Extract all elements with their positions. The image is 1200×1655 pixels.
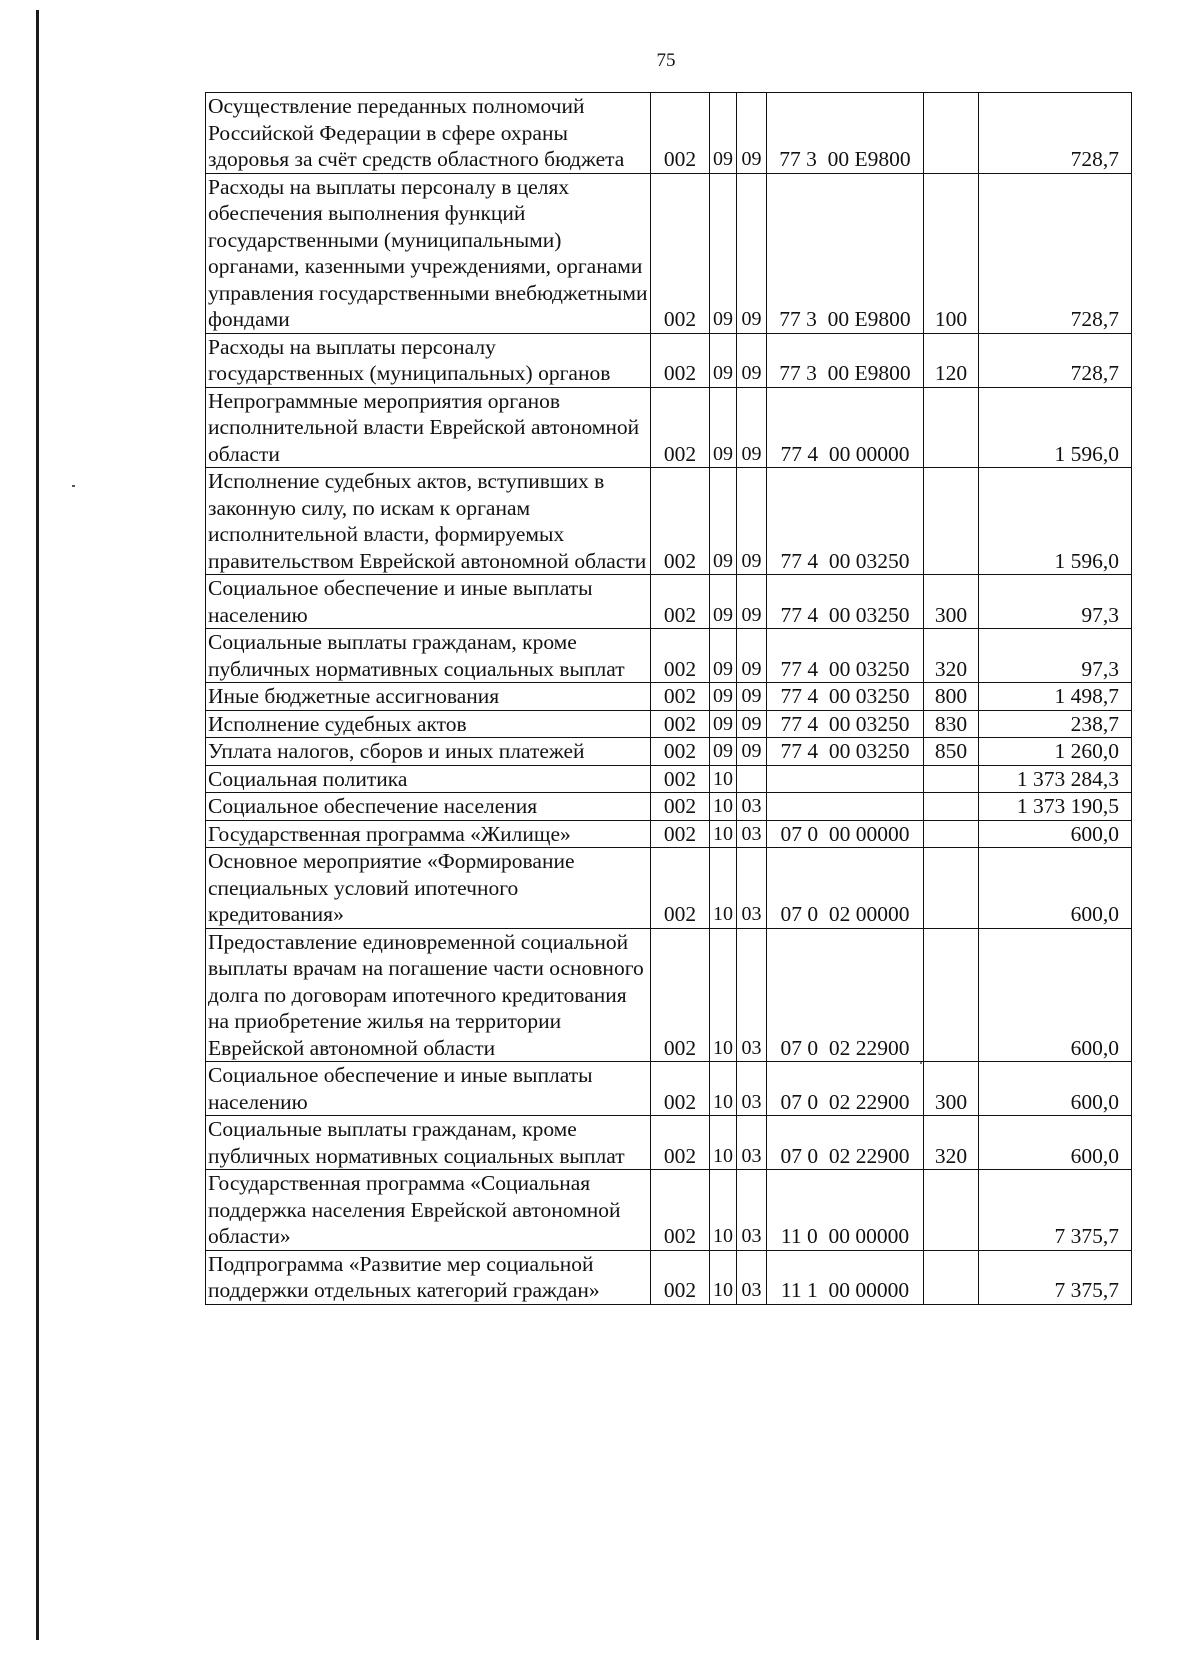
row-name: Уплата налогов, сборов и иных платежей (206, 738, 651, 766)
budget-table-body (206, 93, 1132, 1305)
subsection-code: 09 (737, 387, 767, 468)
ministry-code: 002 (651, 333, 710, 387)
table-row (206, 333, 1132, 387)
target-article-code (767, 765, 924, 793)
expense-type-code (924, 793, 979, 821)
expense-type-code: 320 (924, 629, 979, 683)
target-article-code: 07 0 02 22900 (767, 928, 924, 1062)
subsection-code: 09 (737, 173, 767, 333)
ministry-code: 002 (651, 683, 710, 711)
section-code: 10 (710, 1250, 737, 1304)
table-row (206, 93, 1132, 174)
target-article-code: 07 0 00 00000 (767, 820, 924, 848)
table-row (206, 848, 1132, 929)
section-code: 10 (710, 820, 737, 848)
expense-type-code: 800 (924, 683, 979, 711)
row-name: Предоставление единовременной социальной выплаты врачам на погашение части основного долга по договорам ипотечного кредитования на приобретение жилья на территории Еврейской автономной области (206, 928, 651, 1062)
row-name: Подпрограмма «Развитие мер социальной поддержки отдельных категорий граждан» (206, 1250, 651, 1304)
section-code: 10 (710, 793, 737, 821)
table-row (206, 173, 1132, 333)
subsection-code: 09 (737, 468, 767, 575)
ministry-code: 002 (651, 468, 710, 575)
row-name: Государственная программа «Социальная поддержка населения Еврейской автономной области» (206, 1170, 651, 1251)
subsection-code: 03 (737, 820, 767, 848)
expense-type-code: 320 (924, 1116, 979, 1170)
expense-type-code (924, 820, 979, 848)
binding-edge-line (36, 10, 39, 1640)
section-code: 09 (710, 387, 737, 468)
amount: 1 373 284,3 (979, 765, 1132, 793)
table-row (206, 710, 1132, 738)
subsection-code: 09 (737, 575, 767, 629)
amount: 1 596,0 (979, 468, 1132, 575)
ministry-code: 002 (651, 793, 710, 821)
expense-type-code: 100 (924, 173, 979, 333)
scan-speck (72, 485, 75, 487)
section-code: 10 (710, 1062, 737, 1116)
amount: 1 260,0 (979, 738, 1132, 766)
ministry-code: 002 (651, 1062, 710, 1116)
amount: 600,0 (979, 928, 1132, 1062)
target-article-code: 07 0 02 22900 (767, 1116, 924, 1170)
ministry-code: 002 (651, 710, 710, 738)
target-article-code: 11 1 00 00000 (767, 1250, 924, 1304)
expense-type-code (924, 93, 979, 174)
row-name: Социальное обеспечение и иные выплаты населению (206, 575, 651, 629)
amount: 97,3 (979, 629, 1132, 683)
target-article-code: 77 3 00 E9800 (767, 93, 924, 174)
ministry-code: 002 (651, 1116, 710, 1170)
row-name: Государственная программа «Жилище» (206, 820, 651, 848)
section-code: 09 (710, 710, 737, 738)
subsection-code: 09 (737, 710, 767, 738)
amount: 1 596,0 (979, 387, 1132, 468)
row-name: Социальное обеспечение и иные выплаты населению (206, 1062, 651, 1116)
row-name: Социальные выплаты гражданам, кроме публичных нормативных социальных выплат (206, 629, 651, 683)
ministry-code: 002 (651, 387, 710, 468)
target-article-code: 77 4 00 03250 (767, 575, 924, 629)
expense-type-code: 120 (924, 333, 979, 387)
subsection-code: 03 (737, 1116, 767, 1170)
target-article-code: 77 4 00 03250 (767, 629, 924, 683)
amount: 728,7 (979, 333, 1132, 387)
target-article-code: 77 4 00 03250 (767, 710, 924, 738)
table-row (206, 765, 1132, 793)
target-article-code: 07 0 02 22900 (767, 1062, 924, 1116)
section-code: 09 (710, 93, 737, 174)
row-name: Расходы на выплаты персоналу государственных (муниципальных) органов (206, 333, 651, 387)
amount: 7 375,7 (979, 1250, 1132, 1304)
row-name: Расходы на выплаты персоналу в целях обеспечения выполнения функций государственными (муниципальными) органами, казенными учреждениями, органами управления государственными внебюджетными фондами (206, 173, 651, 333)
amount: 600,0 (979, 1062, 1132, 1116)
expense-type-code (924, 387, 979, 468)
section-code: 09 (710, 738, 737, 766)
ministry-code: 002 (651, 575, 710, 629)
expense-type-code (924, 928, 979, 1062)
section-code: 09 (710, 333, 737, 387)
amount: 728,7 (979, 173, 1132, 333)
table-row (206, 1116, 1132, 1170)
page-number: 75 (656, 50, 676, 71)
target-article-code: 77 3 00 E9800 (767, 333, 924, 387)
section-code: 10 (710, 765, 737, 793)
row-name: Социальная политика (206, 765, 651, 793)
table-row (206, 575, 1132, 629)
ministry-code: 002 (651, 629, 710, 683)
row-name: Социальное обеспечение населения (206, 793, 651, 821)
target-article-code: 77 3 00 E9800 (767, 173, 924, 333)
row-name: Исполнение судебных актов, вступивших в законную силу, по искам к органам исполнительной власти, формируемых правительством Еврейской автономной области (206, 468, 651, 575)
ministry-code: 002 (651, 173, 710, 333)
ministry-code: 002 (651, 93, 710, 174)
section-code: 10 (710, 1170, 737, 1251)
subsection-code: 09 (737, 683, 767, 711)
budget-table (205, 92, 1132, 1305)
ministry-code: 002 (651, 848, 710, 929)
ministry-code: 002 (651, 1250, 710, 1304)
subsection-code: 03 (737, 793, 767, 821)
target-article-code (767, 793, 924, 821)
section-code: 09 (710, 468, 737, 575)
amount: 600,0 (979, 820, 1132, 848)
expense-type-code (924, 765, 979, 793)
ministry-code: 002 (651, 928, 710, 1062)
subsection-code: 03 (737, 1062, 767, 1116)
expense-type-code (924, 1250, 979, 1304)
amount: 7 375,7 (979, 1170, 1132, 1251)
subsection-code: 09 (737, 333, 767, 387)
table-row (206, 387, 1132, 468)
table-row (206, 1250, 1132, 1304)
target-article-code: 77 4 00 03250 (767, 683, 924, 711)
amount: 600,0 (979, 848, 1132, 929)
expense-type-code: 300 (924, 1062, 979, 1116)
section-code: 09 (710, 683, 737, 711)
table-row (206, 1170, 1132, 1251)
subsection-code: 03 (737, 928, 767, 1062)
amount: 1 498,7 (979, 683, 1132, 711)
table-row (206, 793, 1132, 821)
row-name: Исполнение судебных актов (206, 710, 651, 738)
subsection-code: 03 (737, 1170, 767, 1251)
table-row (206, 928, 1132, 1062)
subsection-code: 03 (737, 848, 767, 929)
subsection-code: 09 (737, 93, 767, 174)
amount: 728,7 (979, 93, 1132, 174)
expense-type-code (924, 1170, 979, 1251)
expense-type-code (924, 848, 979, 929)
subsection-code: 09 (737, 738, 767, 766)
subsection-code (737, 765, 767, 793)
table-row (206, 629, 1132, 683)
amount: 238,7 (979, 710, 1132, 738)
section-code: 10 (710, 848, 737, 929)
expense-type-code: 830 (924, 710, 979, 738)
ministry-code: 002 (651, 738, 710, 766)
expense-type-code: 300 (924, 575, 979, 629)
ministry-code: 002 (651, 820, 710, 848)
target-article-code: 77 4 00 00000 (767, 387, 924, 468)
row-name: Социальные выплаты гражданам, кроме публичных нормативных социальных выплат (206, 1116, 651, 1170)
table-row (206, 468, 1132, 575)
ministry-code: 002 (651, 1170, 710, 1251)
subsection-code: 09 (737, 629, 767, 683)
amount: 600,0 (979, 1116, 1132, 1170)
section-code: 09 (710, 173, 737, 333)
table-row (206, 738, 1132, 766)
section-code: 09 (710, 575, 737, 629)
row-name: Осуществление переданных полномочий Российской Федерации в сфере охраны здоровья за счёт средств областного бюджета (206, 93, 651, 174)
target-article-code: 07 0 02 00000 (767, 848, 924, 929)
row-name: Основное мероприятие «Формирование специальных условий ипотечного кредитования» (206, 848, 651, 929)
target-article-code: 77 4 00 03250 (767, 738, 924, 766)
row-name: Непрограммные мероприятия органов исполнительной власти Еврейской автономной области (206, 387, 651, 468)
table-row (206, 820, 1132, 848)
amount: 97,3 (979, 575, 1132, 629)
subsection-code: 03 (737, 1250, 767, 1304)
expense-type-code: 850 (924, 738, 979, 766)
section-code: 09 (710, 629, 737, 683)
table-row (206, 683, 1132, 711)
expense-type-code (924, 468, 979, 575)
section-code: 10 (710, 1116, 737, 1170)
target-article-code: 77 4 00 03250 (767, 468, 924, 575)
amount: 1 373 190,5 (979, 793, 1132, 821)
target-article-code: 11 0 00 00000 (767, 1170, 924, 1251)
ministry-code: 002 (651, 765, 710, 793)
row-name: Иные бюджетные ассигнования (206, 683, 651, 711)
table-row (206, 1062, 1132, 1116)
section-code: 10 (710, 928, 737, 1062)
